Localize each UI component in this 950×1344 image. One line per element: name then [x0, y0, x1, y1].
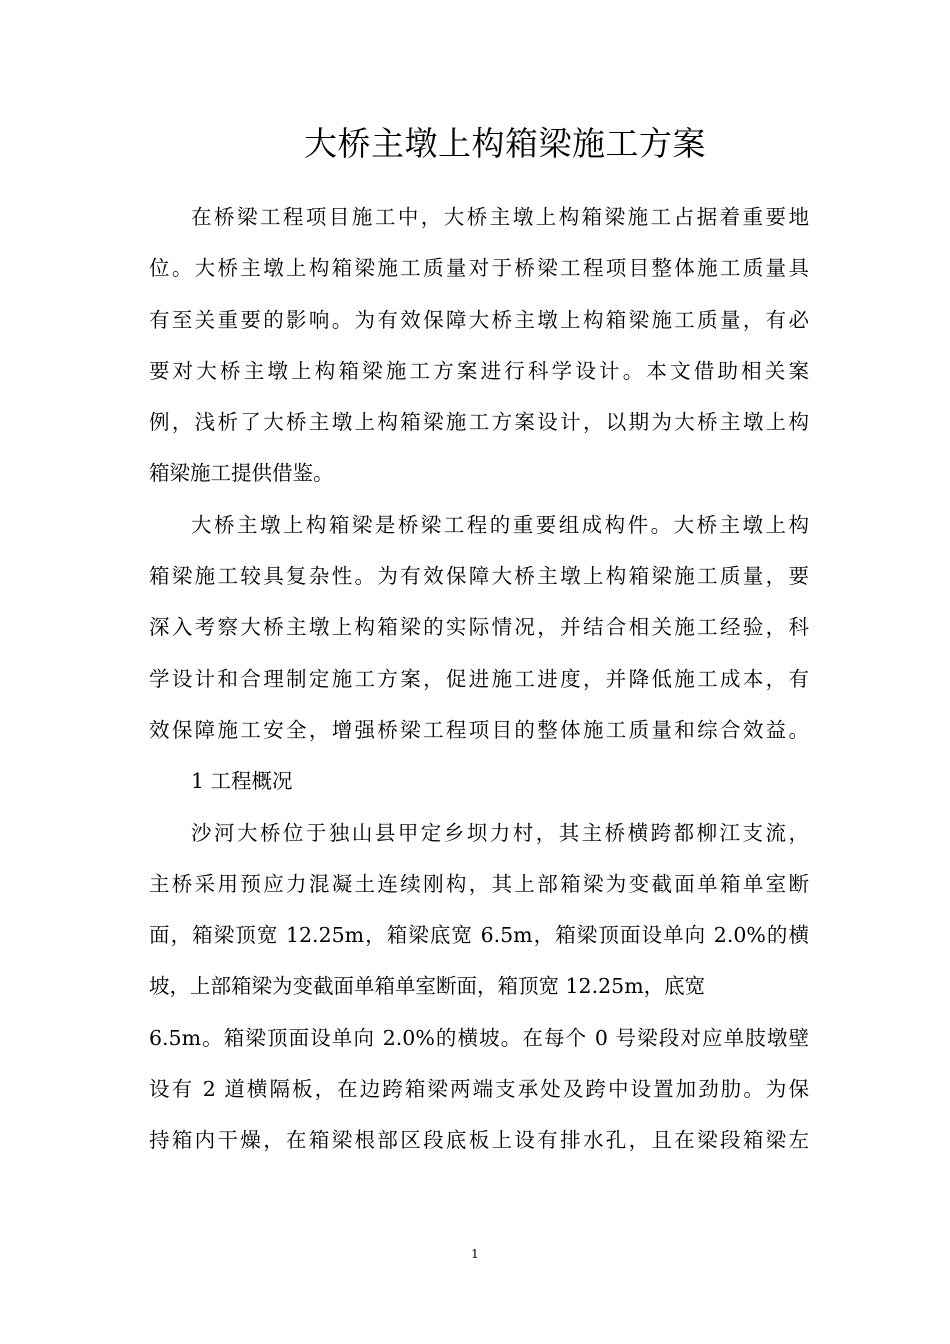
paragraph-line: 坡，上部箱梁为变截面单箱单室断面，箱顶宽 12.25m，底宽 — [149, 974, 706, 999]
paragraph-line: 大桥主墩上构箱梁是桥梁工程的重要组成构件。大桥主墩上构 — [191, 512, 809, 537]
paragraph-line: 箱梁施工较具复杂性。为有效保障大桥主墩上构箱梁施工质量，要 — [149, 564, 809, 589]
document-title: 大桥主墩上构箱梁施工方案 — [304, 124, 706, 163]
paragraph-line: 效保障施工安全，增强桥梁工程项目的整体施工质量和综合效益。 — [149, 717, 809, 742]
section-heading: 1 工程概况 — [191, 769, 293, 794]
paragraph-line: 面，箱梁顶宽 12.25m，箱梁底宽 6.5m，箱梁顶面设单向 2.0%的横 — [149, 923, 809, 948]
paragraph-line: 箱梁施工提供借鉴。 — [149, 461, 334, 486]
paragraph-line: 持箱内干燥，在箱梁根部区段底板上设有排水孔，且在梁段箱梁左 — [149, 1128, 809, 1153]
paragraph-line: 深入考察大桥主墩上构箱梁的实际情况，并结合相关施工经验，科 — [149, 615, 809, 640]
paragraph-line: 沙河大桥位于独山县甲定乡坝力村，其主桥横跨都柳江支流， — [191, 820, 809, 845]
paragraph-line: 要对大桥主墩上构箱梁施工方案进行科学设计。本文借助相关案 — [149, 358, 809, 383]
document-body — [149, 192, 809, 1167]
paragraph-line: 6.5m。箱梁顶面设单向 2.0%的横坡。在每个 0 号梁段对应单肢墩壁 — [149, 1025, 809, 1050]
paragraph-line: 位。大桥主墩上构箱梁施工质量对于桥梁工程项目整体施工质量具 — [149, 256, 809, 281]
paragraph-line: 有至关重要的影响。为有效保障大桥主墩上构箱梁施工质量，有必 — [149, 307, 809, 332]
paragraph-line: 主桥采用预应力混凝土连续刚构，其上部箱梁为变截面单箱单室断 — [149, 871, 809, 896]
paragraph-line: 设有 2 道横隔板，在边跨箱梁两端支承处及跨中设置加劲肋。为保 — [149, 1077, 809, 1102]
paragraph-line: 在桥梁工程项目施工中，大桥主墩上构箱梁施工占据着重要地 — [191, 205, 809, 229]
paragraph-line: 学设计和合理制定施工方案，促进施工进度，并降低施工成本，有 — [149, 666, 809, 691]
page-number: 1 — [471, 1247, 479, 1261]
paragraph-line: 例，浅析了大桥主墩上构箱梁施工方案设计，以期为大桥主墩上构 — [149, 410, 809, 435]
